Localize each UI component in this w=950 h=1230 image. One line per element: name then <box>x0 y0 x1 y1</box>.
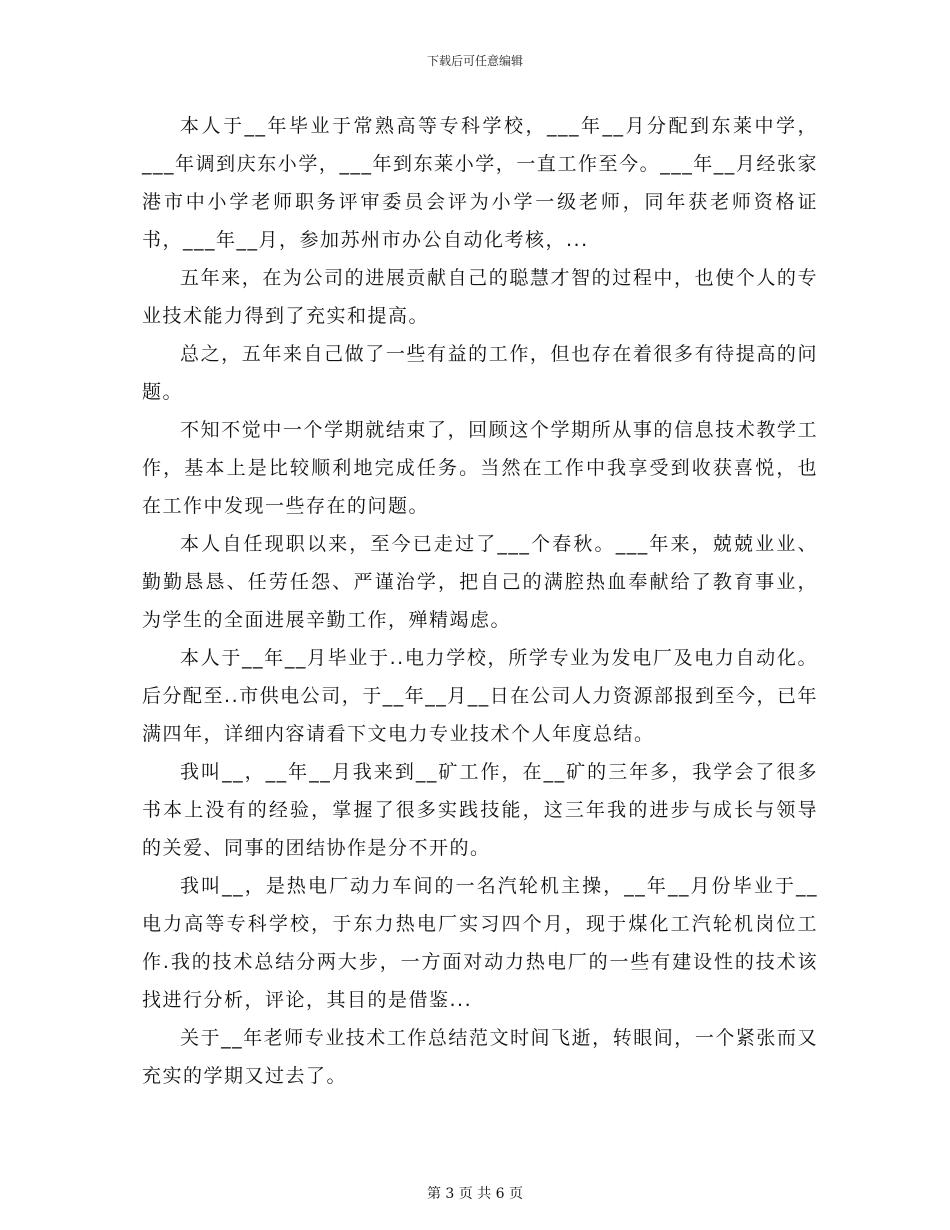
paragraph: 总之，五年来自己做了一些有益的工作，但也存在着很多有待提高的问题。 <box>142 343 818 403</box>
paragraph: 我叫__，是热电厂动力车间的一名汽轮机主操，__年__月份毕业于__电力高等专科学校，于东力热电厂实习四个月，现于煤化工汽轮机岗位工作.我的技术总结分两大步，一方面对动力热电厂的一些有建设性的技术该找进行分析，评论，其目的是借鉴... <box>142 875 818 1011</box>
paragraph: 不知不觉中一个学期就结束了，回顾这个学期所从事的信息技术教学工作，基本上是比较顺利地完成任务。当然在工作中我享受到收获喜悦，也在工作中发现一些存在的问题。 <box>142 419 818 517</box>
paragraph: 本人自任现职以来，至今已走过了___个春秋。___年来，兢兢业业、勤勤恳恳、任劳任怨、严谨治学，把自己的满腔热血奉献给了教育事业，为学生的全面进展辛勤工作，殚精竭虑。 <box>142 533 818 631</box>
document-body <box>142 107 818 1095</box>
paragraph: 五年来，在为公司的进展贡献自己的聪慧才智的过程中，也使个人的专业技术能力得到了充实和提高。 <box>142 267 818 327</box>
page-number: 第 3 页 共 6 页 <box>426 1186 524 1202</box>
paragraph: 本人于__年__月毕业于..电力学校，所学专业为发电厂及电力自动化。后分配至..市供电公司，于__年__月__日在公司人力资源部报到至今，已年满四年，详细内容请看下文电力专业技术个人年度总结。 <box>142 647 818 745</box>
page-header: 下载后可任意编辑 <box>426 54 523 68</box>
paragraph: 我叫__，__年__月我来到__矿工作，在__矿的三年多，我学会了很多书本上没有的经验，掌握了很多实践技能，这三年我的进步与成长与领导的关爱、同事的团结协作是分不开的。 <box>142 761 818 859</box>
paragraph: 本人于__年毕业于常熟高等专科学校，___年__月分配到东莱中学，___年调到庆东小学，___年到东莱小学，一直工作至今。___年__月经张家港市中小学老师职务评审委员会评为小学一级老师，同年获老师资格证书，___年__月，参加苏州市办公自动化考核，... <box>142 115 818 251</box>
paragraph: 关于__年老师专业技术工作总结范文时间飞逝，转眼间，一个紧张而又充实的学期又过去了。 <box>142 1027 818 1087</box>
